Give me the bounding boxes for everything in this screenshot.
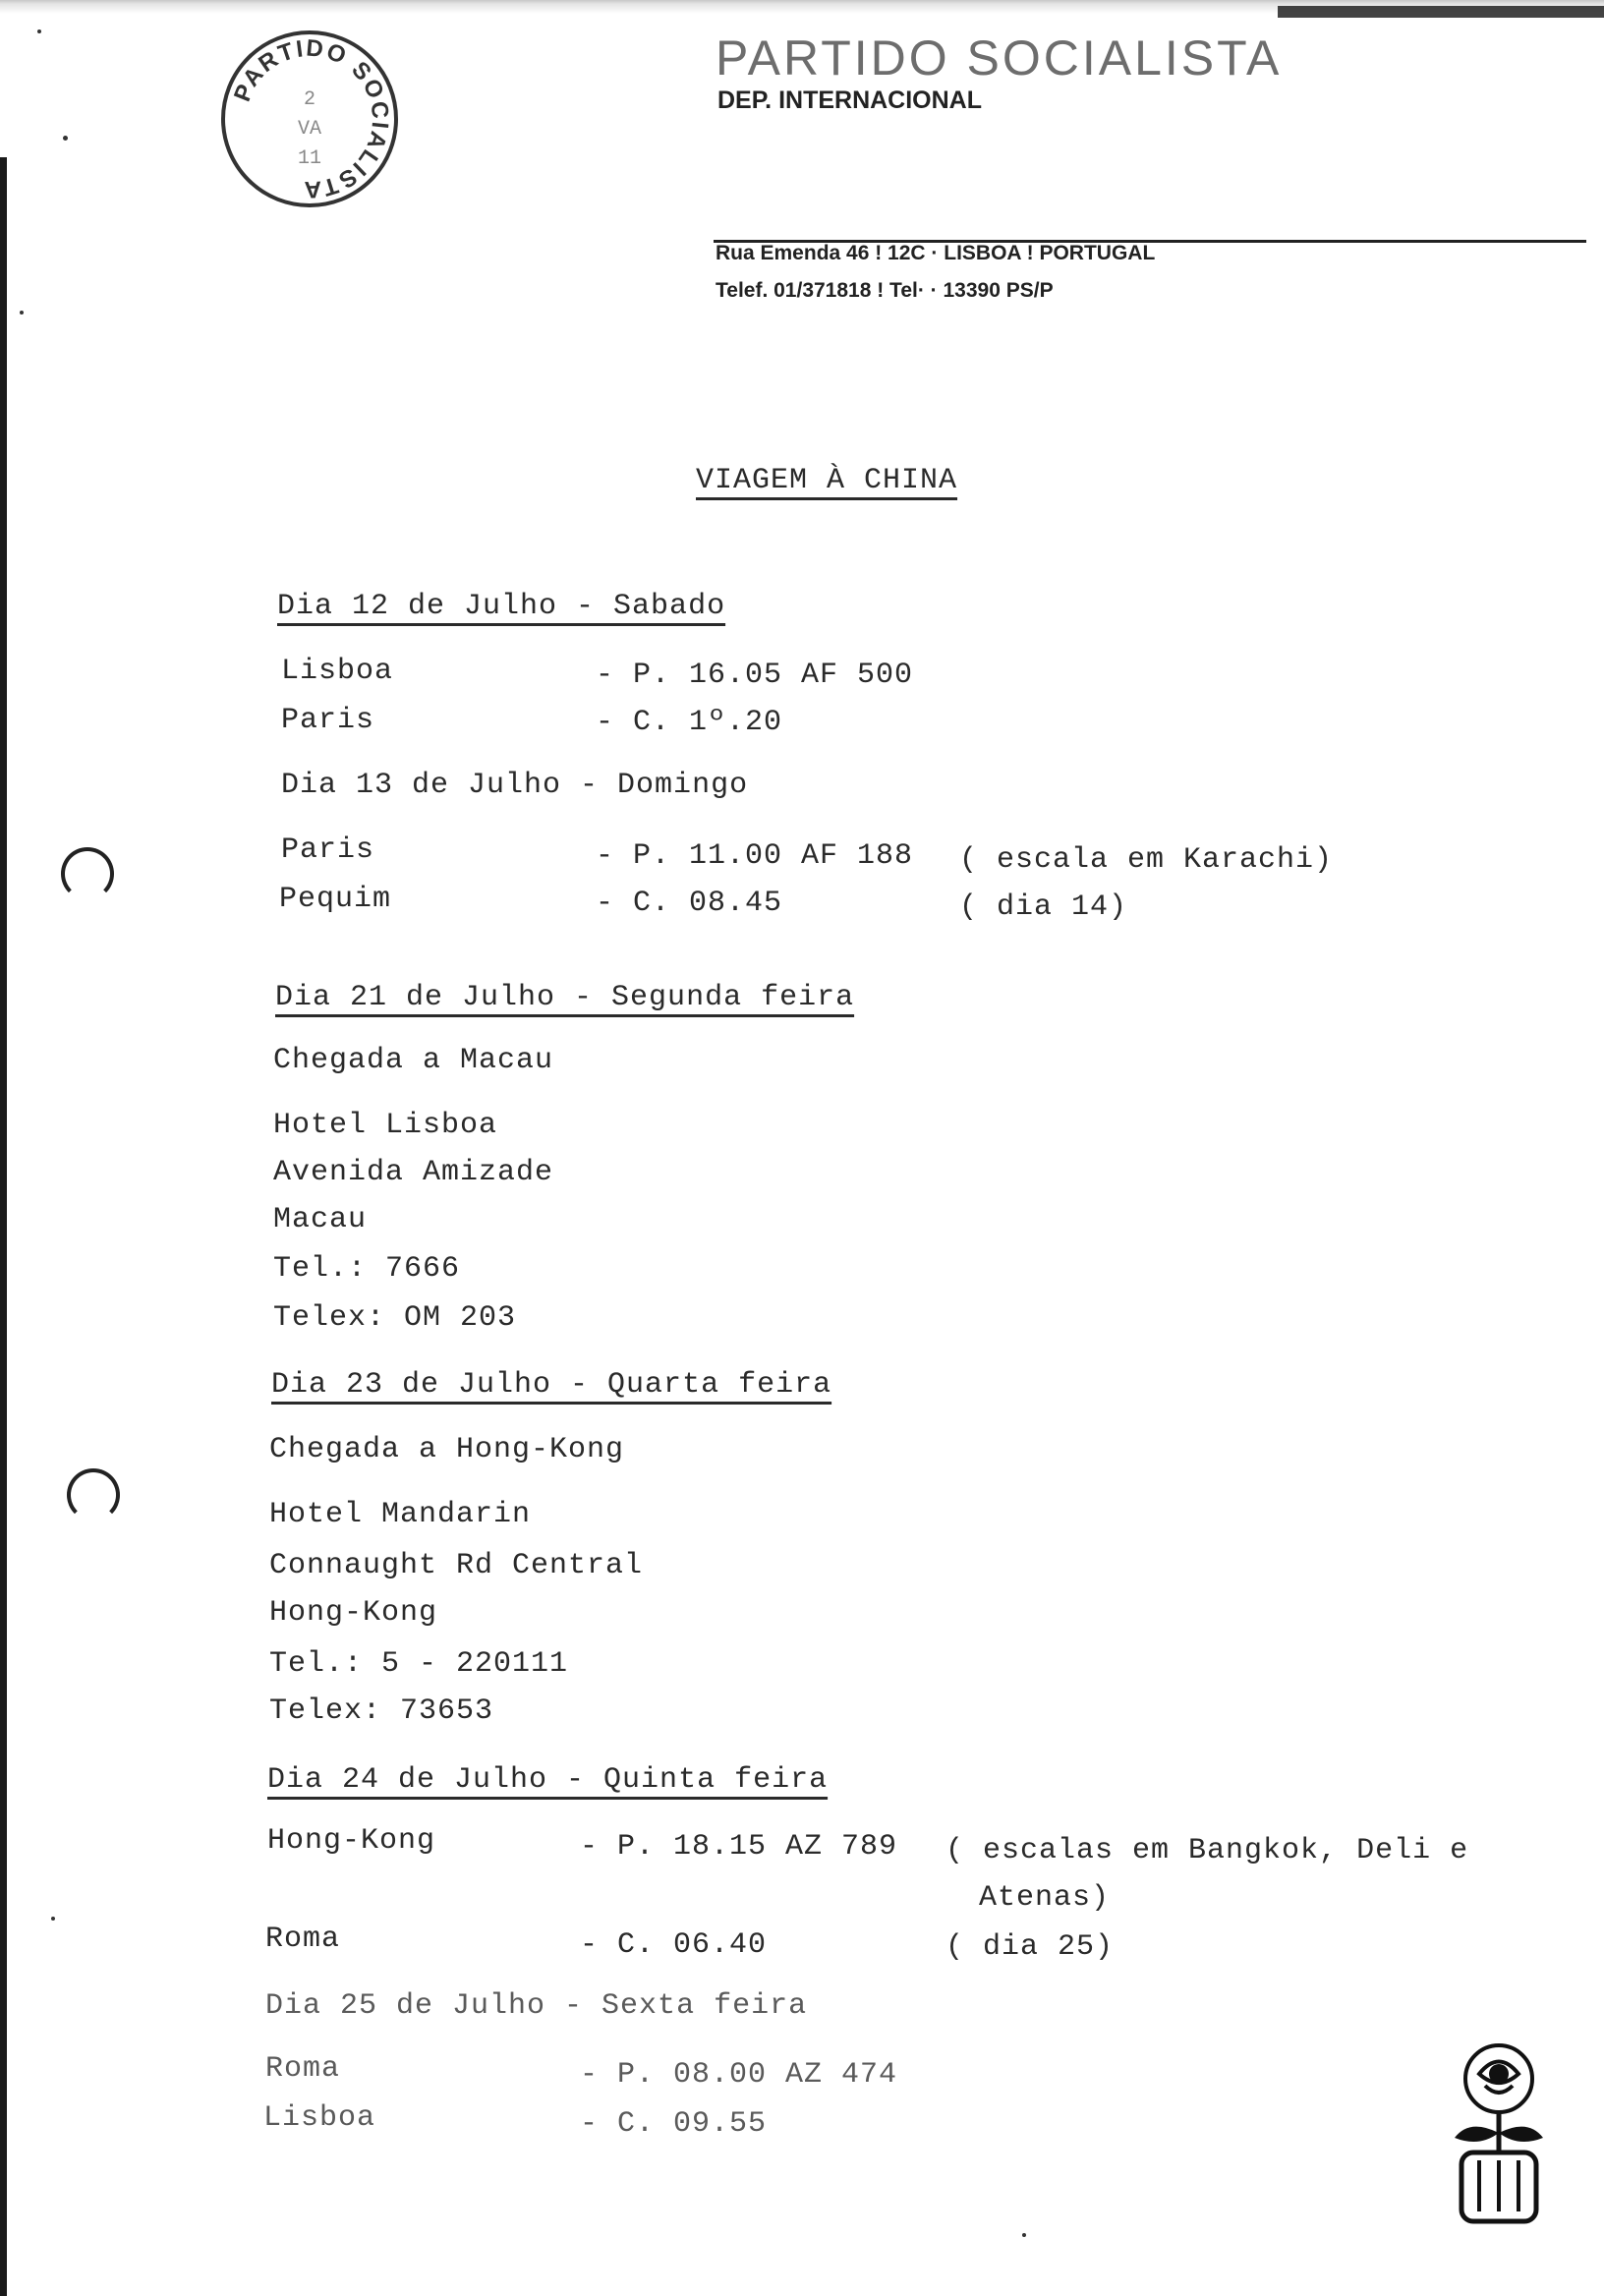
scan-speck — [37, 29, 41, 33]
itinerary-text: Chegada a Macau — [273, 1044, 554, 1077]
itinerary-place: Paris — [281, 704, 375, 737]
itinerary-note: ( escalas em Bangkok, Deli e — [945, 1834, 1469, 1867]
scan-speck — [1022, 2233, 1026, 2237]
document-title: VIAGEM À CHINA — [696, 464, 958, 497]
rose-fist-logo-icon — [1440, 2035, 1558, 2231]
itinerary-place: Roma — [265, 1923, 341, 1956]
itinerary-flight: - P. 11.00 AF 188 — [596, 839, 914, 873]
itinerary-place: Lisboa — [281, 655, 394, 688]
itinerary-place: Lisboa — [263, 2101, 376, 2135]
itinerary-flight: - C. 06.40 — [580, 1928, 768, 1962]
itinerary-note: ( dia 14) — [959, 890, 1128, 924]
hole-punch-mark — [67, 1468, 120, 1521]
itinerary-note: ( dia 25) — [945, 1930, 1115, 1964]
itinerary-place: Pequim — [279, 883, 392, 916]
itinerary-flight: - C. 08.45 — [596, 887, 783, 920]
hotel-city: Macau — [273, 1203, 368, 1236]
letterhead-address: Rua Emenda 46 ! 12C · LISBOA ! PORTUGAL — [716, 242, 1156, 264]
itinerary-place: Paris — [281, 833, 375, 867]
itinerary-flight: - P. 18.15 AZ 789 — [580, 1830, 898, 1864]
day-header: Dia 25 de Julho - Sexta feira — [265, 1989, 808, 2023]
day-header: Dia 24 de Julho - Quinta feira — [267, 1763, 829, 1797]
hotel-city: Hong-Kong — [269, 1596, 438, 1630]
svg-text:PARTIDO SOCIALISTA: PARTIDO SOCIALISTA — [229, 34, 394, 203]
letterhead-phone: Telef. 01/371818 ! Tel· · 13390 PS/P — [716, 279, 1054, 302]
hole-punch-mark — [61, 847, 114, 900]
itinerary-note: Atenas) — [979, 1881, 1111, 1915]
itinerary-note: ( escala em Karachi) — [959, 843, 1334, 877]
itinerary-place: Roma — [265, 2052, 341, 2086]
svg-text:VA: VA — [297, 118, 322, 141]
letterhead-party-name: PARTIDO SOCIALISTA — [716, 30, 1283, 86]
hotel-telex: Telex: 73653 — [269, 1694, 494, 1728]
scan-speck — [20, 311, 24, 315]
itinerary-flight: - P. 08.00 AZ 474 — [580, 2058, 898, 2092]
hotel-address: Connaught Rd Central — [269, 1549, 644, 1582]
scan-speck — [51, 1917, 55, 1921]
svg-text:2: 2 — [303, 88, 316, 111]
hotel-name: Hotel Mandarin — [269, 1498, 532, 1531]
itinerary-flight: - P. 16.05 AF 500 — [596, 659, 914, 692]
day-header: Dia 23 de Julho - Quarta feira — [271, 1368, 832, 1402]
hotel-name: Hotel Lisboa — [273, 1109, 498, 1142]
day-header: Dia 21 de Julho - Segunda feira — [275, 981, 855, 1014]
day-header: Dia 13 de Julho - Domingo — [281, 769, 749, 802]
day-header: Dia 12 de Julho - Sabado — [277, 590, 726, 623]
hotel-phone: Tel.: 5 - 220111 — [269, 1647, 569, 1681]
hotel-telex: Telex: OM 203 — [273, 1301, 517, 1335]
party-seal-icon — [216, 26, 403, 212]
itinerary-text: Chegada a Hong-Kong — [269, 1433, 625, 1466]
letterhead-department: DEP. INTERNACIONAL — [717, 86, 983, 114]
scan-speck — [63, 136, 68, 141]
itinerary-place: Hong-Kong — [267, 1824, 436, 1858]
svg-text:11: 11 — [297, 147, 322, 170]
scan-border-left — [0, 157, 7, 2296]
hotel-phone: Tel.: 7666 — [273, 1252, 461, 1286]
itinerary-flight: - C. 1º.20 — [596, 706, 783, 739]
scan-border-top-right — [1278, 6, 1604, 18]
itinerary-flight: - C. 09.55 — [580, 2107, 768, 2141]
hotel-address: Avenida Amizade — [273, 1156, 554, 1189]
